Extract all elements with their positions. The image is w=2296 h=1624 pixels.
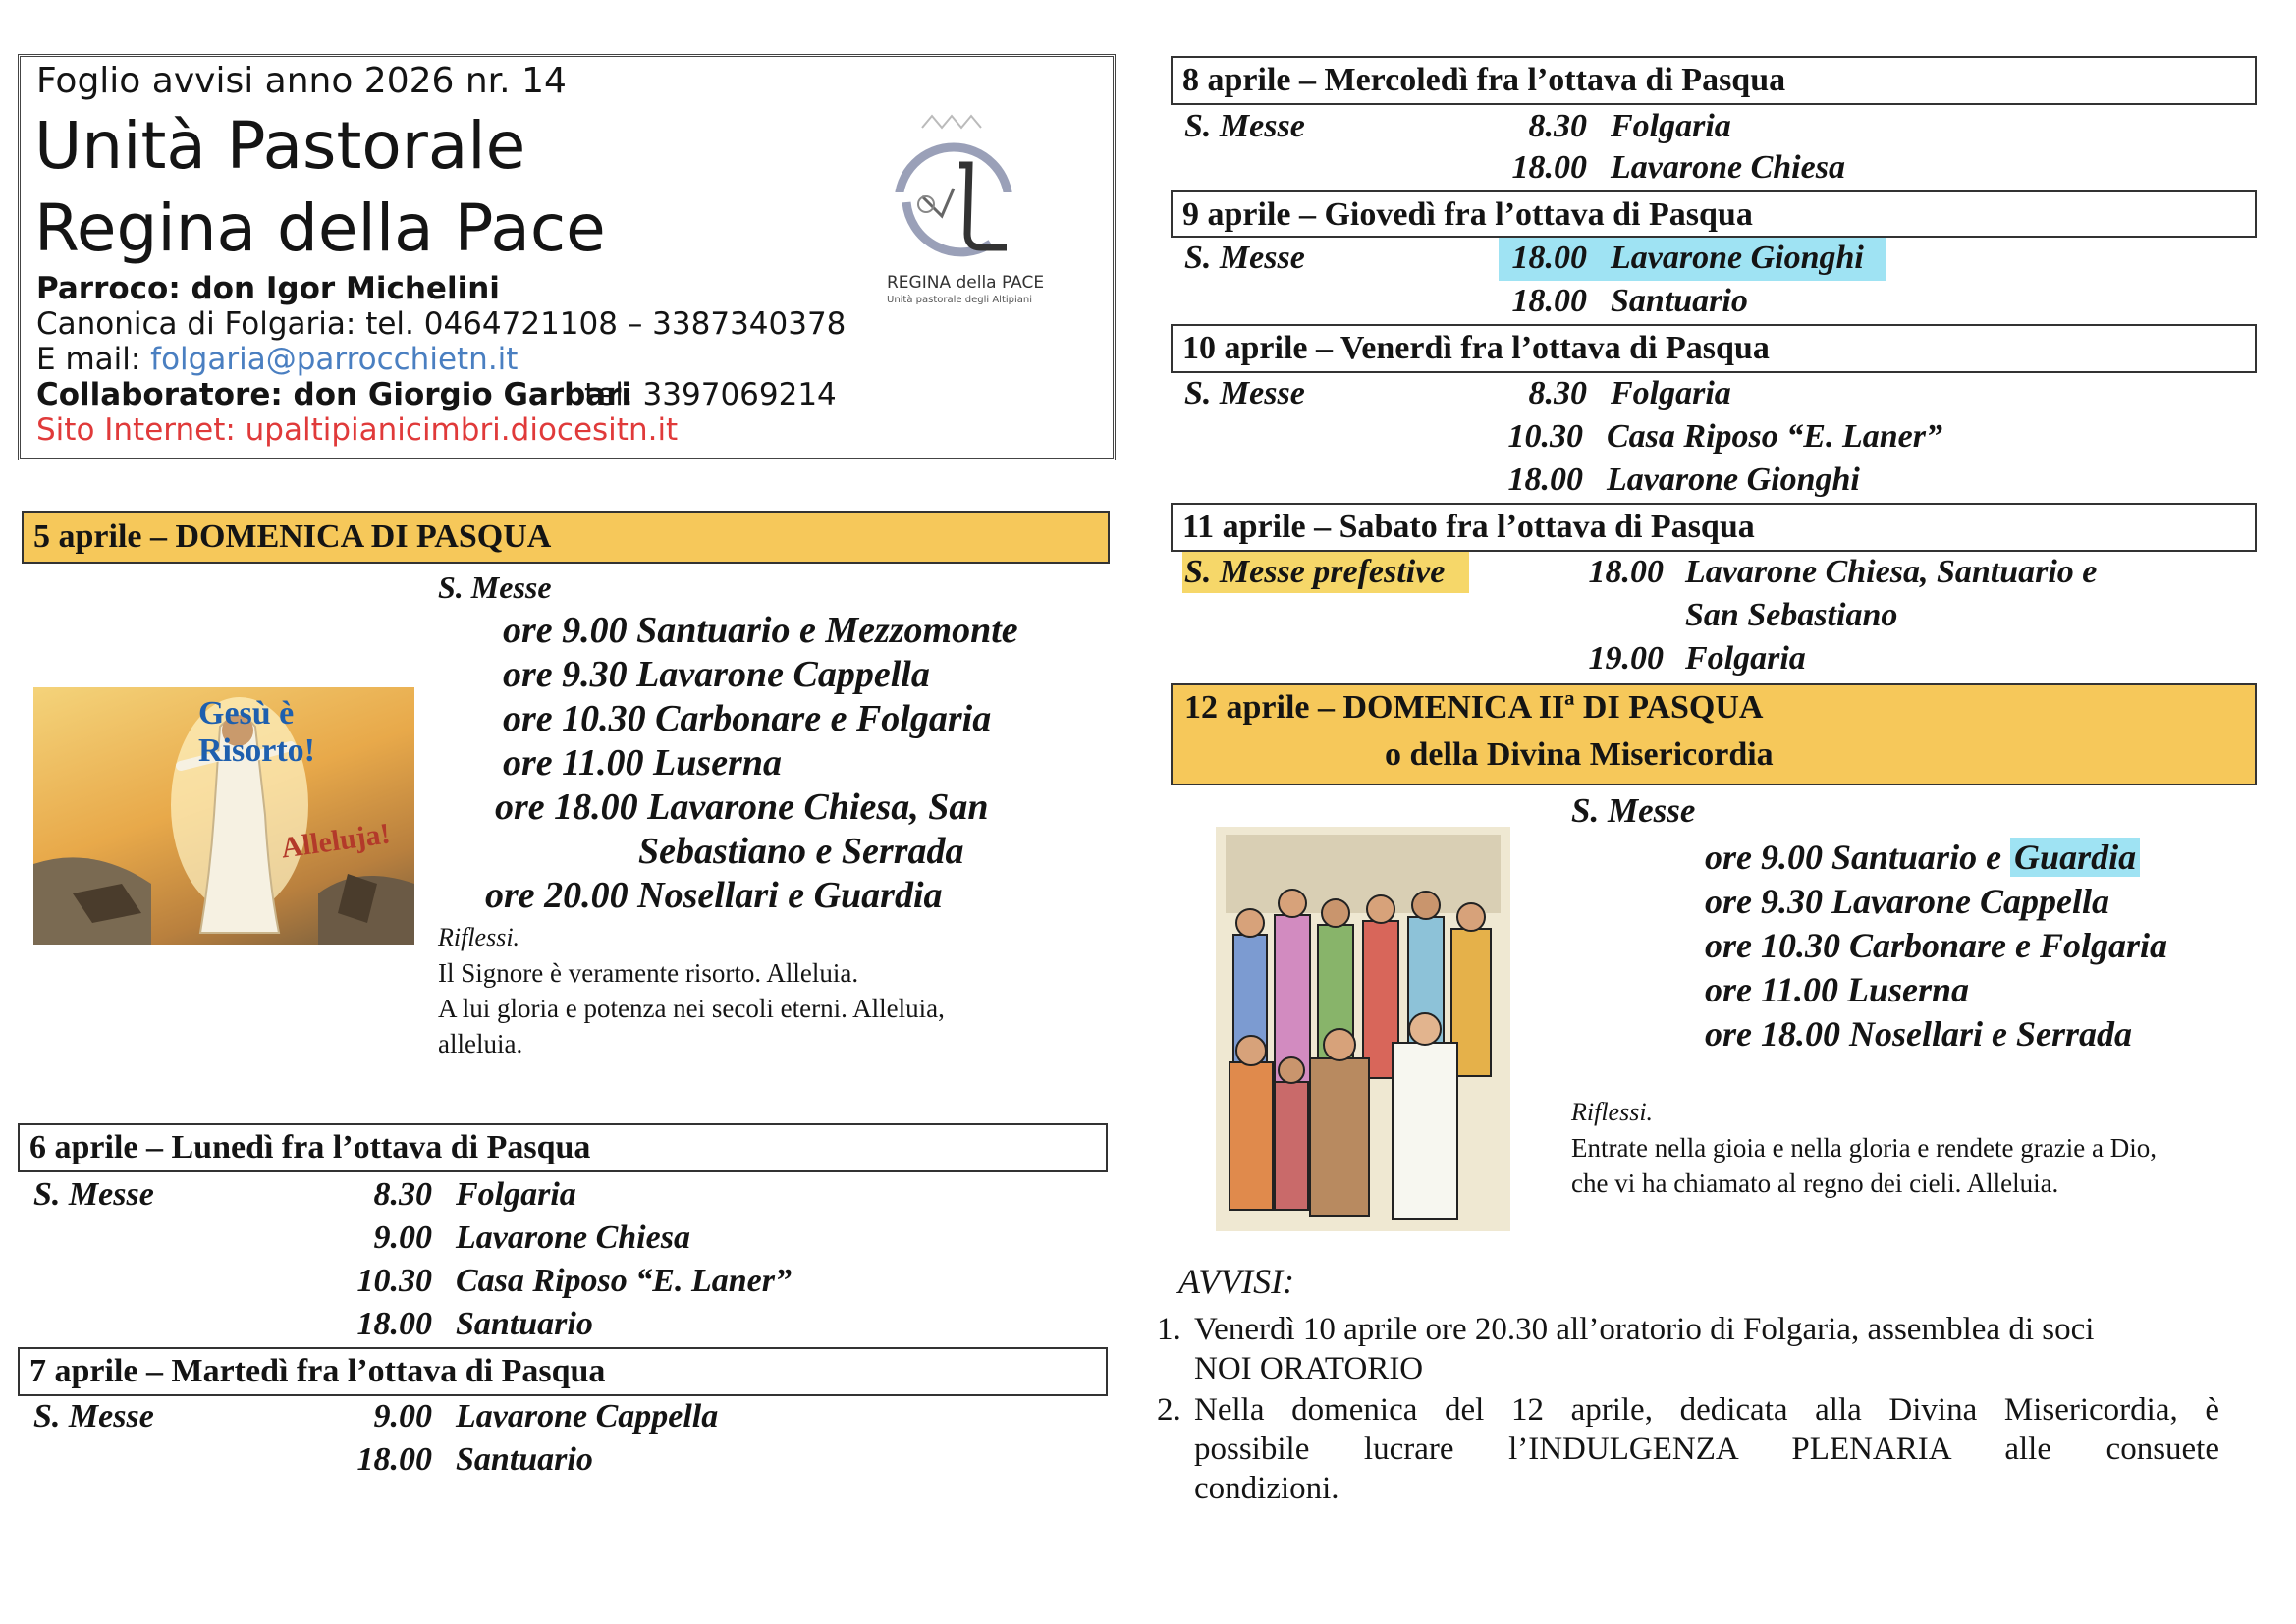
day5-riflessi-line: Il Signore è veramente risorto. Alleluia. xyxy=(438,958,859,988)
day7-header: 7 aprile – Martedì fra l’ottava di Pasqua xyxy=(18,1347,1108,1396)
day5-riflessi-line: alleluia. xyxy=(438,1029,523,1058)
day8-place: Lavarone Chiesa xyxy=(1611,149,1845,186)
day11-place: Folgaria xyxy=(1685,640,1806,677)
canonica: Canonica di Folgaria: tel. 0464721108 – 3387340378 xyxy=(36,306,847,342)
day12-mass-line: ore 9.30 Lavarone Cappella xyxy=(1705,882,2109,921)
easter-image xyxy=(33,687,414,945)
day6-place: Lavarone Chiesa xyxy=(456,1219,690,1256)
day11-time: 19.00 xyxy=(1588,640,1664,677)
day10-place: Folgaria xyxy=(1611,375,1731,411)
day5-mass-line: Sebastiano e Serrada xyxy=(638,831,964,872)
day11-time: 18.00 xyxy=(1588,554,1664,590)
day12-mass-line: ore 18.00 Nosellari e Serrada xyxy=(1705,1014,2132,1054)
image-caption-alleluja: Alleluja! xyxy=(279,817,393,865)
logo-icon xyxy=(883,86,1030,273)
day6-place: Casa Riposo “E. Laner” xyxy=(456,1263,792,1299)
day9-header: 9 aprile – Giovedì fra l’ottava di Pasqua xyxy=(1171,190,2257,238)
day6-header: 6 aprile – Lunedì fra l’ottava di Pasqua xyxy=(18,1123,1108,1172)
day7-time: 18.00 xyxy=(356,1441,432,1478)
day6-time: 8.30 xyxy=(373,1176,432,1213)
day8-place: Folgaria xyxy=(1611,108,1731,144)
day8-messe-label: S. Messe xyxy=(1184,108,1305,144)
day9-messe-label: S. Messe xyxy=(1184,240,1305,276)
day10-time: 10.30 xyxy=(1507,418,1583,455)
day8-header: 8 aprile – Mercoledì fra l’ottava di Pasqua xyxy=(1171,56,2257,105)
day5-mass-line: ore 10.30 Carbonare e Folgaria xyxy=(503,698,992,739)
day6-time: 18.00 xyxy=(356,1306,432,1342)
day5-header: 5 aprile – DOMENICA DI PASQUA xyxy=(22,511,1110,564)
avvisi-item-line: condizioni. xyxy=(1194,1471,1339,1506)
day12-subtitle: o della Divina Misericordia xyxy=(1385,736,1774,773)
day12-mass-line xyxy=(1705,837,2140,878)
day9-time: 18.00 xyxy=(1511,283,1587,319)
site-link[interactable]: Sito Internet: upaltipianicimbri.diocesitn.it xyxy=(36,412,679,448)
avvisi-item-line: Venerdì 10 aprile ore 20.30 all’oratorio di Folgaria, assemblea di soci xyxy=(1194,1312,2095,1347)
day11-header: 11 aprile – Sabato fra l’ottava di Pasqua xyxy=(1171,503,2257,552)
day6-place: Santuario xyxy=(456,1306,593,1342)
day10-place: Lavarone Gionghi xyxy=(1607,461,1860,498)
day12-riflessi-label: Riflessi. xyxy=(1571,1098,1654,1126)
day9-place: Lavarone Gionghi xyxy=(1611,240,1864,276)
day11-messe-label: S. Messe prefestive xyxy=(1184,554,1446,590)
avvisi-title: AVVISI: xyxy=(1178,1262,1295,1301)
page-title: Unità Pastorale xyxy=(34,108,526,184)
day7-time: 9.00 xyxy=(373,1398,432,1435)
day9-time: 18.00 xyxy=(1511,240,1587,276)
day7-place: Lavarone Cappella xyxy=(456,1398,719,1435)
day12-highlight: Guardia xyxy=(2010,838,2140,877)
day6-place: Folgaria xyxy=(456,1176,576,1213)
day10-header: 10 aprile – Venerdì fra l’ottava di Pasqua xyxy=(1171,324,2257,373)
avvisi-item-line: possibile lucrare l’INDULGENZA PLENARIA alle consuete xyxy=(1194,1432,2219,1467)
header-box xyxy=(18,54,1116,460)
day5-mass-line: ore 9.30 Lavarone Cappella xyxy=(503,654,930,695)
email-link[interactable]: folgaria@parrocchietn.it xyxy=(150,342,519,377)
day11-place: San Sebastiano xyxy=(1685,597,1898,633)
day12-header xyxy=(1171,683,2257,785)
day8-time: 8.30 xyxy=(1528,108,1587,144)
parroco: Parroco: don Igor Michelini xyxy=(36,271,500,306)
avvisi-item-number: 1. xyxy=(1157,1312,1181,1347)
day7-messe-label: S. Messe xyxy=(33,1398,154,1435)
day6-messe-label: S. Messe xyxy=(33,1176,154,1213)
page-subtitle: Regina della Pace xyxy=(34,190,606,266)
day12-riflessi-line: Entrate nella gioia e nella gloria e rendete grazie a Dio, xyxy=(1571,1133,2157,1163)
collaboratore-tel: tel. 3397069214 xyxy=(584,377,837,412)
day5-mass-line: ore 11.00 Luserna xyxy=(503,742,782,784)
day11-place: Lavarone Chiesa, Santuario e xyxy=(1685,554,2098,590)
day12-line-text: ore 9.00 Santuario e xyxy=(1705,838,2011,877)
day9-place: Santuario xyxy=(1611,283,1748,319)
logo-caption-small: Unità pastorale degli Altipiani xyxy=(887,295,1033,305)
avvisi-item-number: 2. xyxy=(1157,1392,1181,1428)
day12-title: 12 aprile – DOMENICA IIª DI PASQUA xyxy=(1184,689,1764,726)
day5-messe-label: S. Messe xyxy=(438,569,552,605)
day10-messe-label: S. Messe xyxy=(1184,375,1305,411)
day10-time: 8.30 xyxy=(1528,375,1587,411)
logo-caption: REGINA della PACE xyxy=(887,273,1045,293)
day5-riflessi-line: A lui gloria e potenza nei secoli eterni. Alleluia, xyxy=(438,994,945,1023)
day10-place: Casa Riposo “E. Laner” xyxy=(1607,418,1942,455)
apostles-image xyxy=(1216,827,1510,1231)
day5-riflessi-label: Riflessi. xyxy=(438,923,520,951)
day12-messe-label: S. Messe xyxy=(1571,791,1696,830)
day12-riflessi-line: che vi ha chiamato al regno dei cieli. Alleluia. xyxy=(1571,1168,2059,1198)
day6-time: 10.30 xyxy=(356,1263,432,1299)
day5-mass-line: ore 9.00 Santuario e Mezzomonte xyxy=(503,610,1018,651)
image-caption-risorto: Gesù è Risorto! xyxy=(198,695,315,769)
day10-time: 18.00 xyxy=(1507,461,1583,498)
avvisi-item-line: NOI ORATORIO xyxy=(1194,1351,1424,1386)
day6-time: 9.00 xyxy=(373,1219,432,1256)
day8-time: 18.00 xyxy=(1511,149,1587,186)
day7-place: Santuario xyxy=(456,1441,593,1478)
day12-mass-line: ore 10.30 Carbonare e Folgaria xyxy=(1705,926,2168,965)
email-line xyxy=(36,342,518,377)
day5-mass-line: ore 18.00 Lavarone Chiesa, San xyxy=(495,786,989,828)
avvisi-item-line: Nella domenica del 12 aprile, dedicata alla Divina Misericordia, è xyxy=(1194,1392,2219,1428)
email-label: E mail: xyxy=(36,342,151,377)
issue-number: Foglio avvisi anno 2026 nr. 14 xyxy=(36,61,567,101)
day5-mass-line: ore 20.00 Nosellari e Guardia xyxy=(485,875,943,916)
collaboratore: Collaboratore: don Giorgio Garbari xyxy=(36,377,632,412)
regina-pace-logo xyxy=(883,86,1045,332)
apostles-illustration xyxy=(1216,827,1510,1231)
day12-mass-line: ore 11.00 Luserna xyxy=(1705,970,1970,1009)
